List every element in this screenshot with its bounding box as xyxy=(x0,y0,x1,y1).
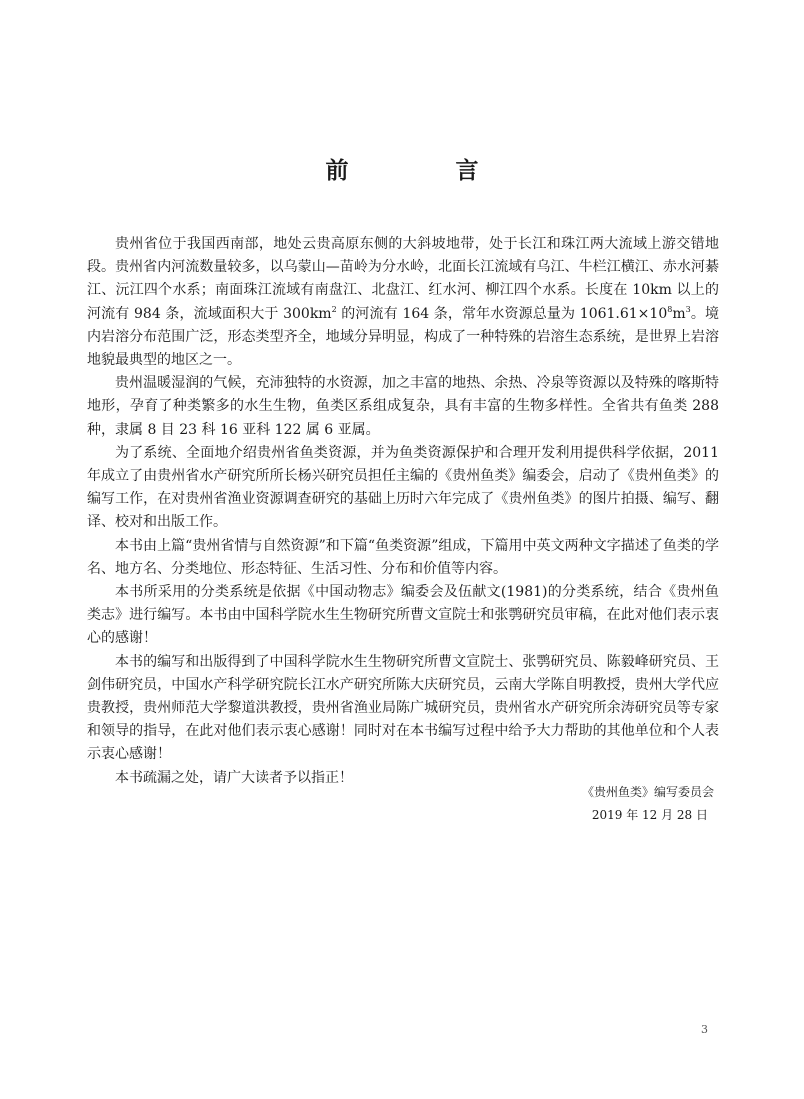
paragraph-4: 本书由上篇“贵州省情与自然资源”和下篇“鱼类资源”组成，下篇用中英文两种文字描述了鱼类的学名、地方名、分类地位、形态特征、生活习性、分布和价值等内容。 xyxy=(87,537,719,577)
paragraph-7: 本书疏漏之处，请广大读者予以指正！ xyxy=(115,769,353,786)
paragraph-1-text-a: 贵州省位于我国西南部，地处云贵高原东侧的大斜坡地带，处于长江和珠江两大流域上游交错地段。贵州省内河流数量较多，以乌蒙山—苗岭为分水岭，北面长江流域有乌江、牛栏江横江、赤水河綦江、沅江四个水系；南面珠江流域有南盘江、北盘江、红水河、柳江四个水系。长度在 10km 以上的河流有 984 条，流域面积大于 300km xyxy=(87,236,719,322)
preface-body xyxy=(87,233,719,790)
page-number: 3 xyxy=(701,1023,708,1036)
paragraph-2: 贵州温暖湿润的气候，充沛独特的水资源，加之丰富的地热、余热、冷泉等资源以及特殊的喀斯特地形，孕育了种类繁多的水生生物，鱼类区系组成复杂，具有丰富的生物多样性。全省共有鱼类 288 种，隶属 8 目 23 科 16 亚科 122 属 6 亚属。 xyxy=(87,375,719,438)
paragraph-3: 为了系统、全面地介绍贵州省鱼类资源，并为鱼类资源保护和合理开发利用提供科学依据，2011 年成立了由贵州省水产研究所所长杨兴研究员担任主编的《贵州鱼类》编委会，启动了《贵州鱼类》的编写工作，在对贵州省渔业资源调查研究的基础上历时六年完成了《贵州鱼类》的图片拍摄、编写、翻译、校对和出版工作。 xyxy=(87,444,719,531)
paragraph-6: 本书的编写和出版得到了中国科学院水生生物研究所曹文宣院士、张鹗研究员、陈毅峰研究员、王剑伟研究员，中国水产科学研究院长江水产研究所陈大庆研究员，云南大学陈自明教授，贵州大学代应贵教授，贵州师范大学黎道洪教授，贵州省渔业局陈广城研究员，贵州省水产研究所余涛研究员等专家和领导的指导，在此对他们表示衷心感谢！同时对在本书编写过程中给予大力帮助的其他单位和个人表示衷心感谢！ xyxy=(87,653,719,763)
signature-block xyxy=(582,781,714,827)
superscript-8: 8 xyxy=(667,304,673,314)
page-title: 前 言 xyxy=(325,158,521,184)
superscript-2: 2 xyxy=(331,304,337,314)
paragraph-1-text-c: m xyxy=(672,305,686,322)
paragraph-1 xyxy=(87,233,719,372)
superscript-3: 3 xyxy=(685,304,691,314)
signature-date: 2019 年 12 月 28 日 xyxy=(591,808,708,822)
paragraph-5: 本书所采用的分类系统是依据《中国动物志》编委会及伍献文(1981)的分类系统，结合《贵州鱼类志》进行编写。本书由中国科学院水生生物研究所曹文宣院士和张鹗研究员审稿，在此对他们表示衷心的感谢！ xyxy=(87,584,719,647)
paragraph-1-text-b: 的河流有 164 条，常年水资源总量为 1061.61×10 xyxy=(336,305,668,322)
signature-committee: 《贵州鱼类》编写委员会 xyxy=(581,785,714,799)
paragraph-1-text-d: 。境内岩溶分布范围广泛，形态类型齐全，地域分异明显，构成了一种特殊的岩溶生态系统，是世界上岩溶地貌最典型的地区之一。 xyxy=(87,305,719,369)
